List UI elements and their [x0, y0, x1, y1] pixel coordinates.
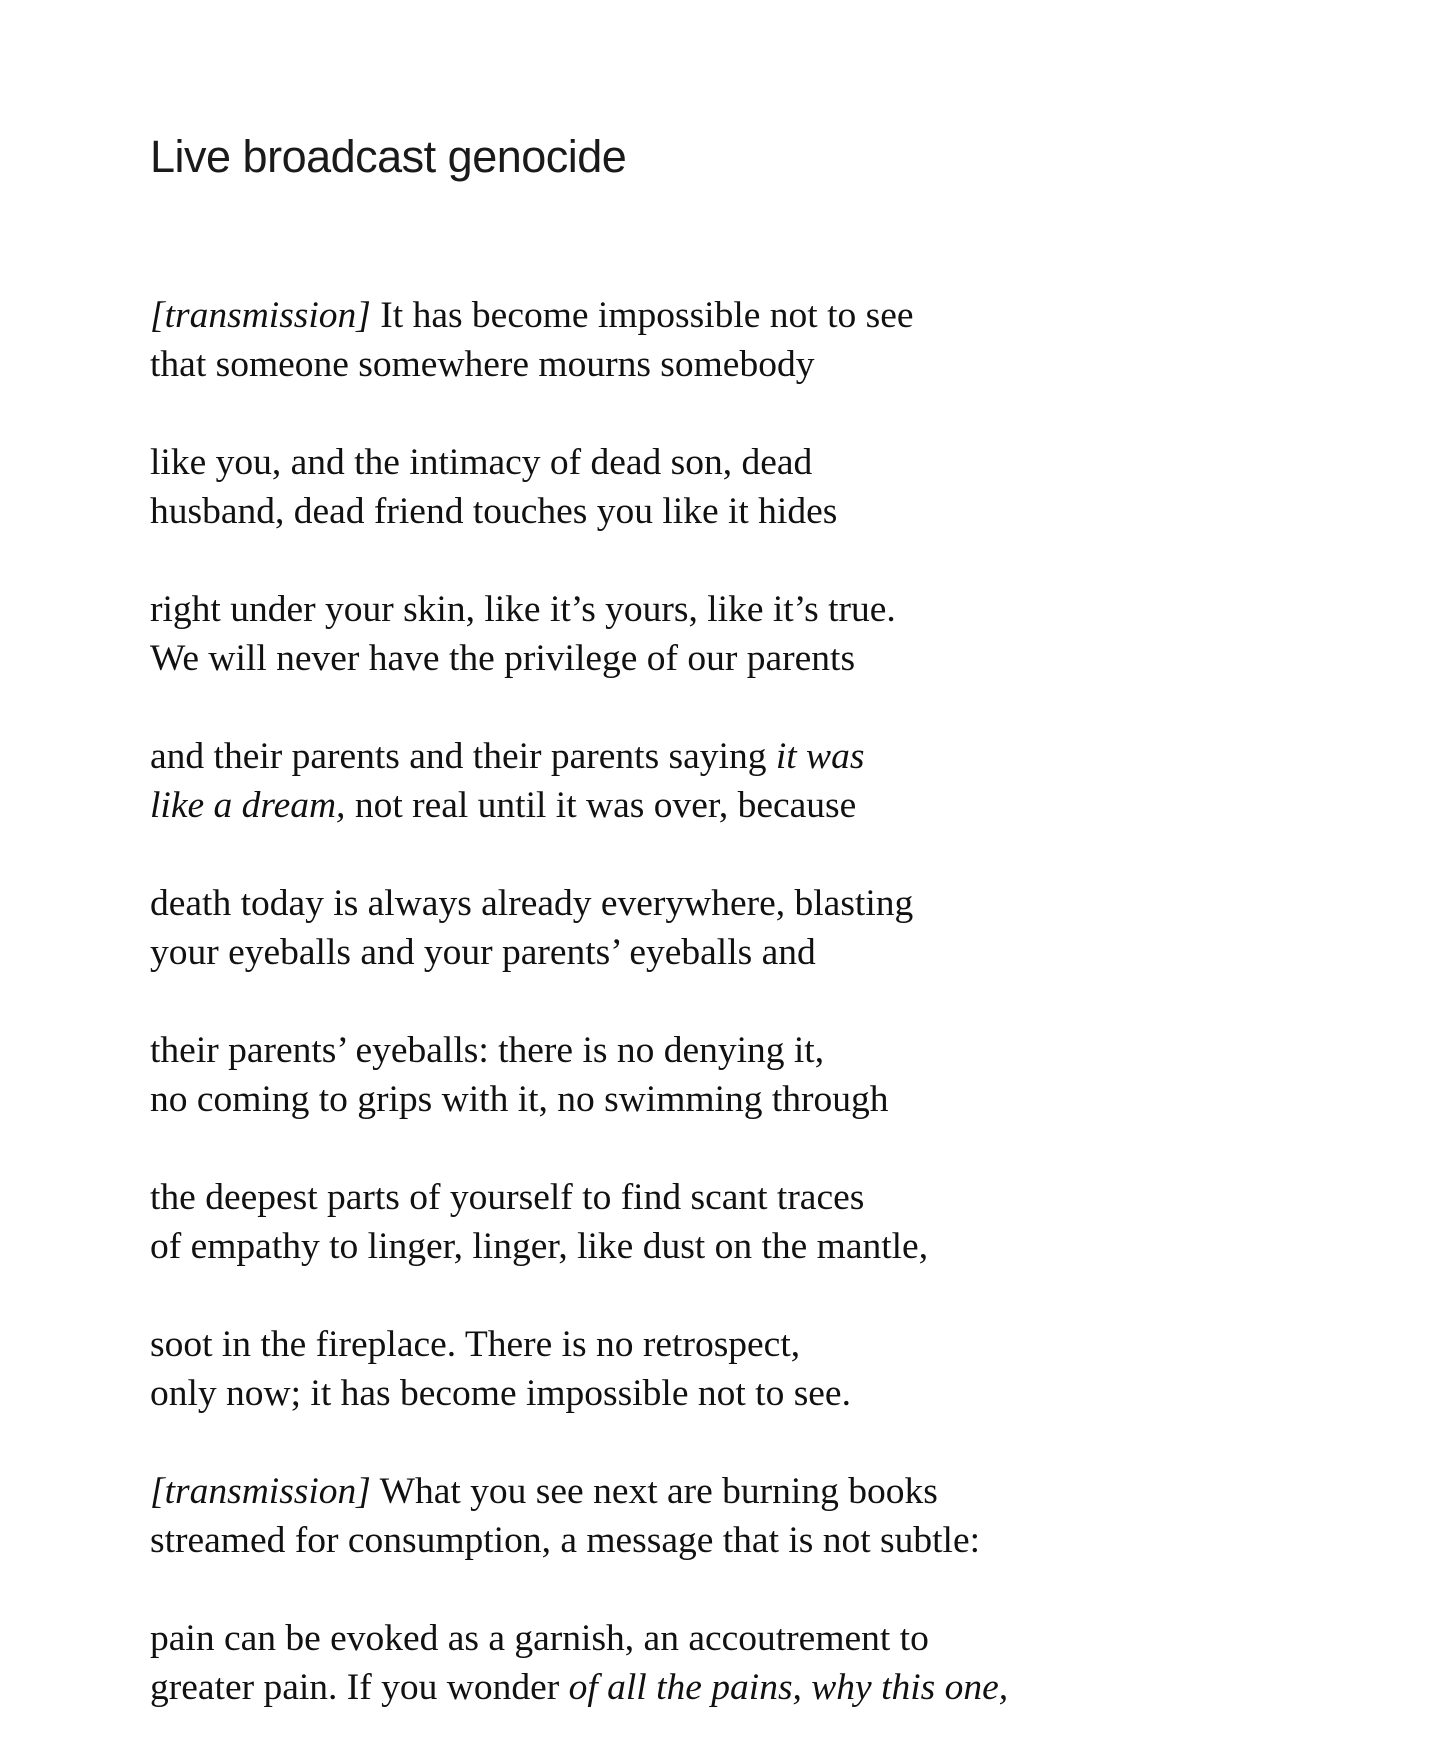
poem-line: right under your skin, like it’s yours, like it’s true. — [150, 589, 896, 630]
poem-line: the deepest parts of yourself to find scant traces — [150, 1177, 865, 1218]
poem-line: death today is always already everywhere, blasting — [150, 883, 914, 924]
italic-phrase: of all the pains, why this one, — [568, 1667, 1009, 1708]
poem-line: [transmission] It has become impossible not to see — [150, 295, 914, 336]
poem-line: like you, and the intimacy of dead son, dead — [150, 442, 813, 483]
stanza-4 — [150, 732, 1350, 879]
transmission-marker: [transmission] — [150, 295, 371, 336]
poem-line: only now; it has become impossible not to see. — [150, 1373, 851, 1414]
italic-phrase: it was — [775, 736, 865, 777]
poem-line: and their parents and their parents saying it was — [150, 736, 865, 777]
poem-line: that someone somewhere mourns somebody — [150, 344, 815, 385]
poem-line: soot in the fireplace. There is no retrospect, — [150, 1324, 801, 1365]
poem-body — [150, 291, 1350, 1761]
poem-line: [transmission] What you see next are burning books — [150, 1471, 938, 1512]
poem-line: greater pain. If you wonder of all the pains, why this one, — [150, 1667, 1009, 1708]
stanza-1 — [150, 291, 1350, 438]
poem-title: Live broadcast genocide — [150, 131, 627, 182]
poem-line: like a dream, not real until it was over, because — [150, 785, 857, 826]
stanza-2 — [150, 438, 1350, 585]
poem-line: pain can be evoked as a garnish, an accoutrement to — [150, 1618, 929, 1659]
poem-line: their parents’ eyeballs: there is no denying it, — [150, 1030, 825, 1071]
poem-line: no coming to grips with it, no swimming through — [150, 1079, 889, 1120]
stanza-6 — [150, 1026, 1350, 1173]
poem-line: of empathy to linger, linger, like dust on the mantle, — [150, 1226, 929, 1267]
stanza-7 — [150, 1173, 1350, 1320]
stanza-10 — [150, 1614, 1350, 1761]
stanza-3 — [150, 585, 1350, 732]
poem-line: We will never have the privilege of our parents — [150, 638, 856, 679]
poem-line: streamed for consumption, a message that is not subtle: — [150, 1520, 981, 1561]
poem-line: husband, dead friend touches you like it hides — [150, 491, 838, 532]
stanza-9 — [150, 1467, 1350, 1614]
transmission-marker: [transmission] — [150, 1471, 371, 1512]
stanza-8 — [150, 1320, 1350, 1467]
poem-line: your eyeballs and your parents’ eyeballs and — [150, 932, 816, 973]
italic-phrase: like a dream, — [150, 785, 346, 826]
stanza-5 — [150, 879, 1350, 1026]
